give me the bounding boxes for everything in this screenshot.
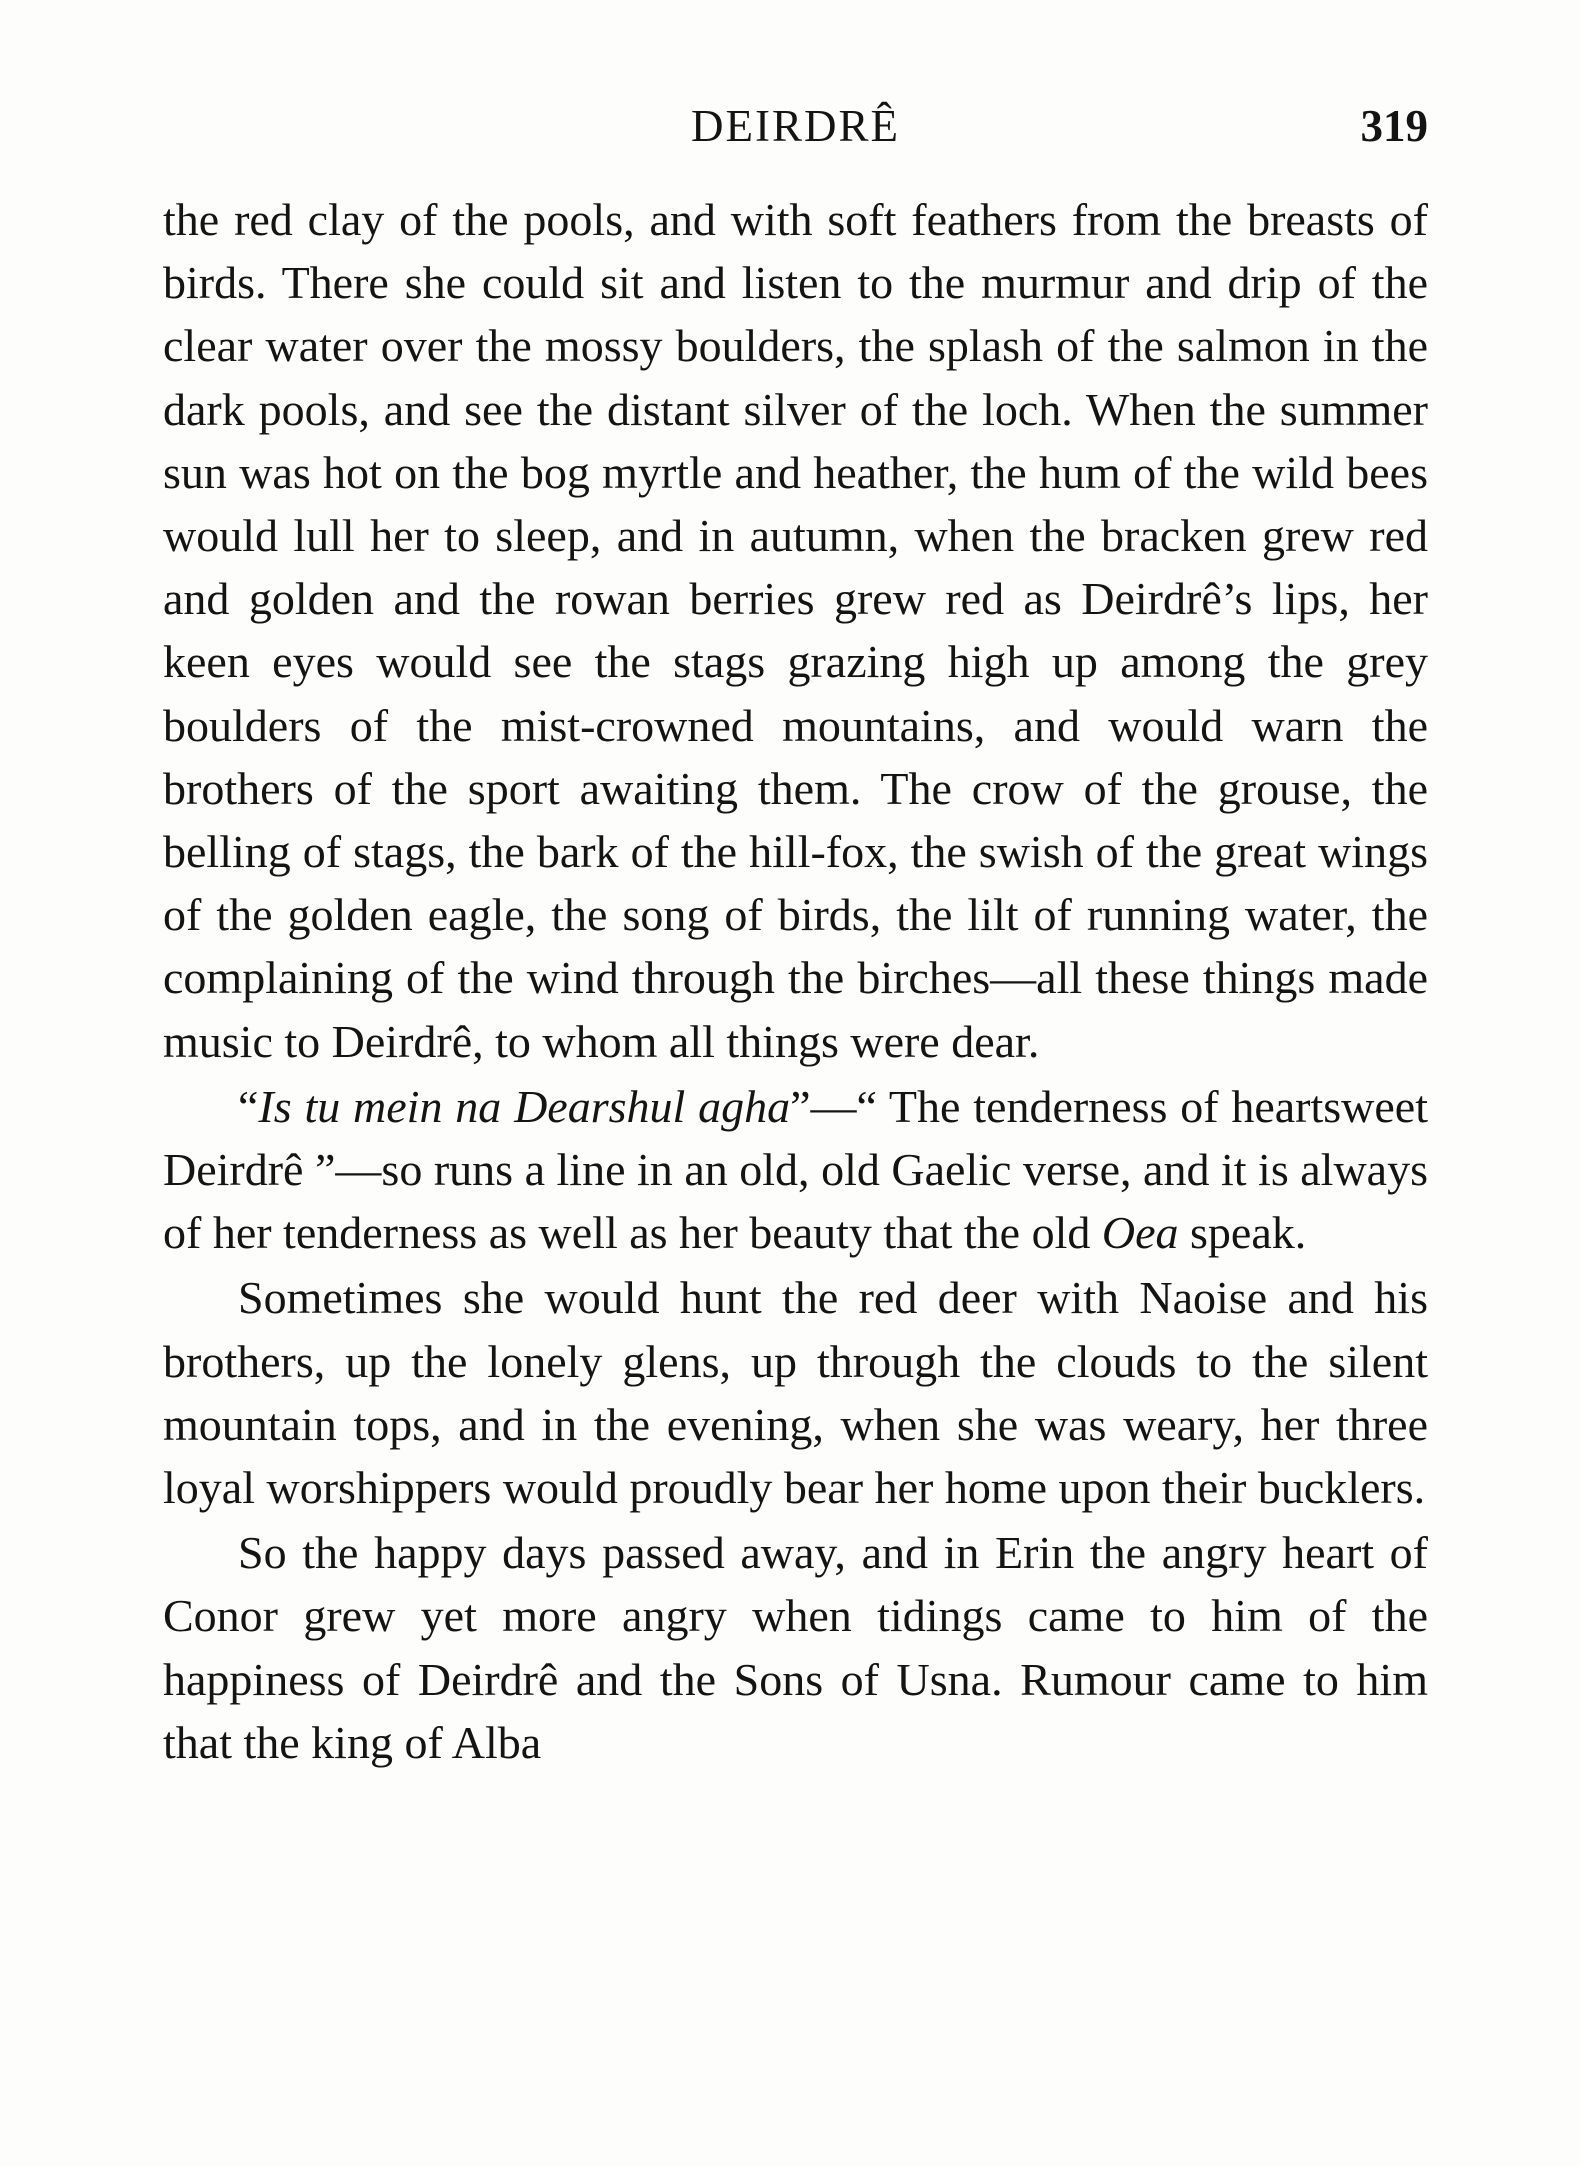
paragraph-1-text: the red clay of the pools, and with soft feathers from the breasts of birds. There she could sit and listen to the murmur and drip of the clear water over the mossy boulders, the splash of the salmon in the dark pools, and see the distant silver of the loch. When the summer sun was hot on the bog myrtle and heather, the hum of the wild bees would lull her to sleep, and in autumn, when the bracken grew red and golden and the rowan berries grew red as Deirdrê’s lips, her keen eyes would see the stags grazing high up among the grey boulders of the mist-crowned mountains, and would warn the brothers of the sport awaiting them. The crow of the grouse, the belling of stags, the bark of the hill-fox, the swish of the great wings of the golden eagle, the song of birds, the lilt of running water, the complaining of the wind through the birches—all these things made music to Deirdrê, to whom all things were dear.	[163, 194, 1428, 1067]
paragraph-4	[163, 1521, 1428, 1774]
paragraph-4-text: So the happy days passed away, and in Erin the angry heart of Conor grew yet more angry when tidings came to him of the happiness of Deirdrê and the Sons of Usna. Rumour came to him that the king of Alba	[163, 1527, 1428, 1768]
gaelic-quotation: Is tu mein na Dearshul agha	[258, 1080, 791, 1132]
paragraph-1	[163, 188, 1428, 1073]
paragraph-2-end: speak.	[1178, 1207, 1307, 1259]
open-quote: “	[238, 1080, 259, 1132]
paragraph-2-text: ”—“ The tenderness of heartsweet Deirdrê ”—so runs a line in an old, old Gaelic verse, and it is always of her tenderness as well as her beauty that the old	[163, 1080, 1428, 1259]
paragraph-3	[163, 1266, 1428, 1519]
oea-term: Oea	[1101, 1207, 1179, 1259]
running-title: DEIRDRÊ	[691, 101, 900, 151]
body-text	[163, 188, 1428, 1776]
paragraph-3-text: Sometimes she would hunt the red deer with Naoise and his brothers, up the lonely glens, up through the clouds to the silent mountain tops, and in the evening, when she was weary, her three loyal worshippers would proudly bear her home upon their bucklers.	[163, 1272, 1428, 1514]
paragraph-2	[163, 1075, 1428, 1265]
running-head	[163, 92, 1428, 156]
page-number: 319	[1360, 101, 1428, 151]
